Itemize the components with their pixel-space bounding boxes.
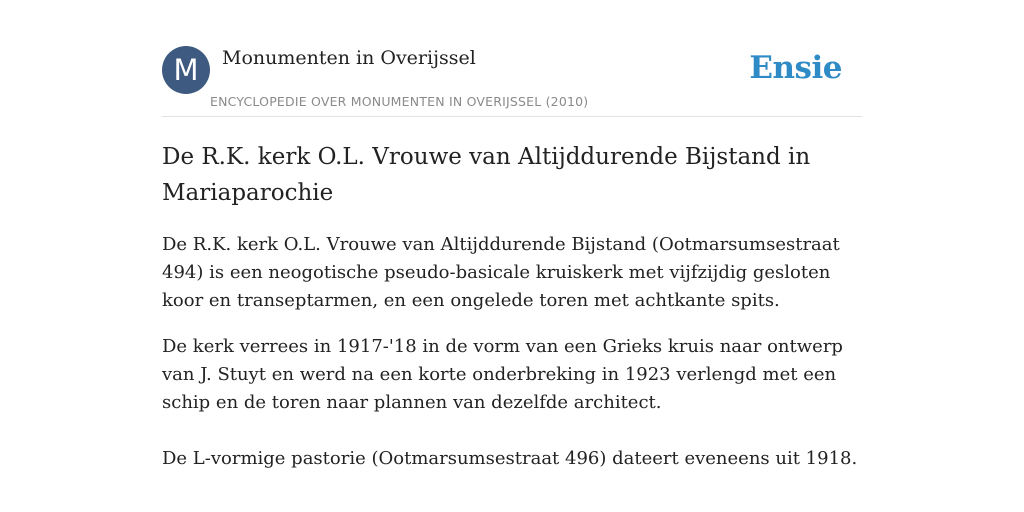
- article-title: De R.K. kerk O.L. Vrouwe van Altijddurende Bijstand in Mariaparochie: [162, 144, 811, 206]
- article-paragraph: De R.K. kerk O.L. Vrouwe van Altijddurende Bijstand (Ootmarsumsestraat 494) is een neogotische pseudo-basicale kruiskerk met vijfzijdig gesloten koor en transeptarmen, en een ongelede toren met achtkante spits.: [162, 234, 840, 311]
- brand-logo[interactable]: Ensie: [749, 50, 842, 86]
- source-avatar[interactable]: M: [162, 46, 210, 94]
- source-header: [162, 46, 862, 117]
- article-paragraph: De kerk verrees in 1917-'18 in de vorm van een Grieks kruis naar ontwerp van J. Stuyt en werd na een korte onderbreking in 1923 verlengd met een schip en de toren naar plannen van dezelfde architect.: [162, 336, 843, 413]
- source-title[interactable]: Monumenten in Overijssel: [222, 47, 476, 69]
- source-subtitle: ENCYCLOPEDIE OVER MONUMENTEN IN OVERIJSSEL (2010): [210, 94, 589, 109]
- article-paragraph: De L-vormige pastorie (Ootmarsumsestraat 496) dateert eveneens uit 1918.: [162, 448, 858, 469]
- article-body: [162, 231, 862, 473]
- page-container: [162, 46, 862, 473]
